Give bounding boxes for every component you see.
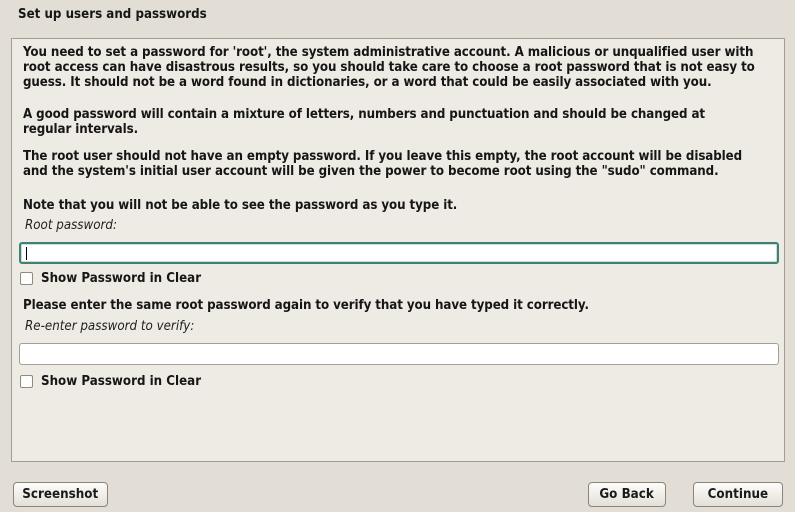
screenshot-button[interactable]: Screenshot bbox=[13, 482, 108, 507]
verify-password-prompt-text: Please enter the same root password again to verify that you have typed it correctly. bbox=[23, 298, 589, 313]
show-root-password-checkbox-row bbox=[20, 271, 216, 286]
show-verify-password-label[interactable]: Show Password in Clear bbox=[41, 374, 202, 389]
page-title: Set up users and passwords bbox=[18, 7, 207, 22]
continue-button[interactable]: Continue bbox=[693, 482, 783, 507]
text-caret bbox=[26, 247, 27, 260]
root-password-label: Root password: bbox=[25, 218, 117, 233]
show-verify-password-checkbox-row bbox=[20, 374, 216, 389]
show-root-password-checkbox[interactable] bbox=[20, 272, 33, 285]
empty-password-warning-text: The root user should not have an empty password. If you leave this empty, the root account will be disabled and the system's initial user account will be given the power to become root using the "sudo" command. bbox=[23, 149, 743, 179]
setup-users-panel bbox=[11, 38, 785, 462]
root-password-intro-text: You need to set a password for 'root', the system administrative account. A malicious or unqualified user with root access can have disastrous results, so you should take care to choose a root password that is not easy to guess. It should not be a word found in dictionaries, or a word that could be easily associated with you. bbox=[23, 45, 755, 90]
verify-password-label: Re-enter password to verify: bbox=[25, 319, 195, 334]
verify-password-input[interactable] bbox=[19, 343, 779, 365]
go-back-button[interactable]: Go Back bbox=[588, 482, 666, 507]
good-password-advice-text: A good password will contain a mixture of letters, numbers and punctuation and should be changed at regular intervals. bbox=[23, 107, 706, 137]
root-password-input[interactable] bbox=[19, 242, 779, 264]
hidden-typing-note-text: Note that you will not be able to see the password as you type it. bbox=[23, 198, 458, 213]
show-root-password-label[interactable]: Show Password in Clear bbox=[41, 271, 202, 286]
show-verify-password-checkbox[interactable] bbox=[20, 375, 33, 388]
